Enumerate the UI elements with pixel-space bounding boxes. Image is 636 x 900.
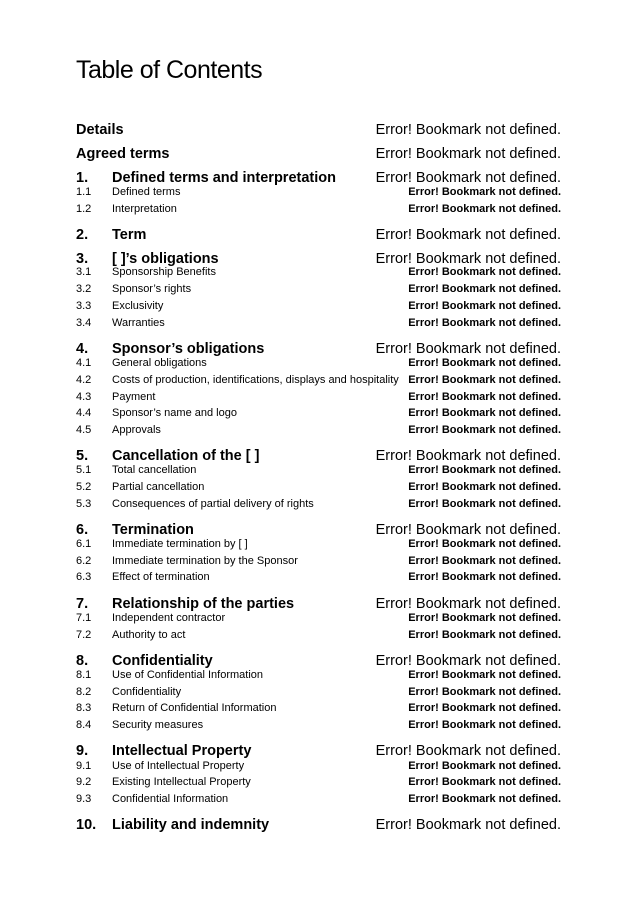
toc-entry-number: 6.3 [76, 571, 92, 583]
toc-entry-number: 4.3 [76, 391, 92, 403]
toc-entry-page-ref: Error! Bookmark not defined. [408, 760, 561, 772]
toc-entry-label: Details [76, 122, 124, 138]
toc-entry-number: 6.2 [76, 555, 92, 567]
toc-entry[interactable] [76, 186, 561, 198]
toc-entry-number: 4. [76, 341, 89, 357]
toc-entry-number: 3.3 [76, 300, 92, 312]
toc-entry[interactable] [76, 203, 561, 215]
toc-entry[interactable] [76, 743, 561, 759]
toc-entry-label: Immediate termination by the Sponsor [112, 555, 298, 567]
toc-entry[interactable] [76, 669, 561, 681]
toc-entry[interactable] [76, 283, 561, 295]
toc-entry-number: 2. [76, 227, 89, 243]
toc-entry[interactable] [76, 538, 561, 550]
toc-entry-label: Authority to act [112, 629, 186, 641]
toc-entry[interactable] [76, 817, 561, 833]
toc-entry-page-ref: Error! Bookmark not defined. [375, 522, 561, 538]
toc-entry-page-ref: Error! Bookmark not defined. [375, 817, 561, 833]
toc-entry-label: Return of Confidential Information [112, 702, 277, 714]
toc-entry-number: 8.1 [76, 669, 92, 681]
toc-entry-label: Effect of termination [112, 571, 210, 583]
toc-entry-label: Exclusivity [112, 300, 164, 312]
toc-entry-number: 3.4 [76, 317, 92, 329]
toc-entry[interactable] [76, 170, 561, 186]
toc-entry-page-ref: Error! Bookmark not defined. [408, 686, 561, 698]
toc-entry-label: Sponsor’s rights [112, 283, 192, 295]
toc-entry[interactable] [76, 357, 561, 369]
toc-entry-page-ref: Error! Bookmark not defined. [375, 170, 561, 186]
toc-entry-number: 3.2 [76, 283, 92, 295]
toc-entry-number: 8.4 [76, 719, 92, 731]
toc-entry[interactable] [76, 227, 561, 243]
toc-entry-page-ref: Error! Bookmark not defined. [375, 146, 561, 162]
toc-entry-number: 9. [76, 743, 89, 759]
toc-entry-label: Consequences of partial delivery of rights [112, 498, 314, 510]
toc-entry-label: Warranties [112, 317, 165, 329]
toc-entry-label: Liability and indemnity [112, 817, 270, 833]
toc-entry-page-ref: Error! Bookmark not defined. [408, 407, 561, 419]
toc-entry-page-ref: Error! Bookmark not defined. [408, 776, 561, 788]
toc-entry-label: Defined terms [112, 186, 181, 198]
toc-entry-number: 7.1 [76, 612, 92, 624]
toc-entry-page-ref: Error! Bookmark not defined. [408, 498, 561, 510]
toc-entry[interactable] [76, 391, 561, 403]
toc-entry-label: Confidentiality [112, 653, 213, 669]
toc-entry-label: Confidentiality [112, 686, 182, 698]
toc-entry[interactable] [76, 612, 561, 624]
toc-entry-label: Partial cancellation [112, 481, 205, 493]
toc-entry-page-ref: Error! Bookmark not defined. [375, 448, 561, 464]
toc-entry-label: Total cancellation [112, 464, 197, 476]
toc-entry[interactable] [76, 146, 561, 162]
toc-entry[interactable] [76, 374, 561, 386]
toc-entry-page-ref: Error! Bookmark not defined. [408, 538, 561, 550]
toc-entry-page-ref: Error! Bookmark not defined. [375, 341, 561, 357]
toc-entry-label: Interpretation [112, 203, 177, 215]
toc-entry-number: 10. [76, 817, 97, 833]
toc-entry-label: Cancellation of the [ ] [112, 448, 260, 464]
toc-entry-label: Use of Confidential Information [112, 669, 264, 681]
toc-entry[interactable] [76, 251, 561, 267]
toc-entry-page-ref: Error! Bookmark not defined. [408, 317, 561, 329]
toc-entry-label: Termination [112, 522, 194, 538]
toc-entry-page-ref: Error! Bookmark not defined. [408, 357, 561, 369]
toc-entry[interactable] [76, 407, 561, 419]
toc-entry-number: 1. [76, 170, 89, 186]
toc-entry[interactable] [76, 448, 561, 464]
toc-entry-label: [ ]’s obligations [112, 251, 219, 267]
toc-entry-page-ref: Error! Bookmark not defined. [408, 793, 561, 805]
toc-entry-page-ref: Error! Bookmark not defined. [408, 300, 561, 312]
toc-entry-number: 7. [76, 596, 89, 612]
toc-entry-label: Intellectual Property [112, 743, 252, 759]
toc-entry-number: 8.3 [76, 702, 92, 714]
toc-entry-page-ref: Error! Bookmark not defined. [375, 227, 561, 243]
toc-entry[interactable] [76, 793, 561, 805]
toc-entry-page-ref: Error! Bookmark not defined. [408, 629, 561, 641]
toc-entry-label: Immediate termination by [ ] [112, 538, 248, 550]
toc-entry-number: 3. [76, 251, 89, 267]
toc-entry[interactable] [76, 686, 561, 698]
toc-entry-label: Existing Intellectual Property [112, 776, 251, 788]
page-title: Table of Contents [76, 56, 263, 84]
toc-entry[interactable] [76, 266, 561, 278]
toc-entry-label: Security measures [112, 719, 204, 731]
toc-entry-number: 3.1 [76, 266, 92, 278]
toc-entry-page-ref: Error! Bookmark not defined. [408, 391, 561, 403]
toc-entry[interactable] [76, 498, 561, 510]
toc-entry-number: 4.1 [76, 357, 92, 369]
toc-entry-number: 5.2 [76, 481, 92, 493]
toc-entry-page-ref: Error! Bookmark not defined. [408, 283, 561, 295]
toc-entry-label: Sponsorship Benefits [112, 266, 216, 278]
toc-entry[interactable] [76, 653, 561, 669]
toc-entry-page-ref: Error! Bookmark not defined. [375, 596, 561, 612]
toc-entry-number: 6.1 [76, 538, 92, 550]
toc-entry-label: Agreed terms [76, 146, 170, 162]
toc-entry-number: 8.2 [76, 686, 92, 698]
toc-entry[interactable] [76, 760, 561, 772]
toc-entry-page-ref: Error! Bookmark not defined. [408, 702, 561, 714]
toc-entry-page-ref: Error! Bookmark not defined. [375, 122, 561, 138]
toc-entry-label: Use of Intellectual Property [112, 760, 245, 772]
toc-entry-number: 6. [76, 522, 89, 538]
toc-entry-label: Payment [112, 391, 156, 403]
toc-entry-number: 8. [76, 653, 89, 669]
toc-entry-number: 1.2 [76, 203, 92, 215]
toc-entry-number: 4.4 [76, 407, 92, 419]
toc-entry[interactable] [76, 719, 561, 731]
toc-entry-page-ref: Error! Bookmark not defined. [408, 266, 561, 278]
toc-entry-number: 9.1 [76, 760, 92, 772]
toc-entry[interactable] [76, 341, 561, 357]
toc-entry[interactable] [76, 317, 561, 329]
toc-entry-page-ref: Error! Bookmark not defined. [408, 424, 561, 436]
toc-entry-number: 1.1 [76, 186, 92, 198]
toc-entry[interactable] [76, 122, 561, 138]
toc-entry[interactable] [76, 596, 561, 612]
toc-entry-page-ref: Error! Bookmark not defined. [408, 203, 561, 215]
toc-entry-label: General obligations [112, 357, 207, 369]
toc-entry-label: Sponsor’s name and logo [112, 407, 237, 419]
toc-entry-page-ref: Error! Bookmark not defined. [408, 481, 561, 493]
toc-entry-label: Term [112, 227, 147, 243]
toc-entry[interactable] [76, 424, 561, 436]
toc-entry-page-ref: Error! Bookmark not defined. [408, 464, 561, 476]
toc-entry-number: 4.5 [76, 424, 92, 436]
toc-entry-label: Independent contractor [112, 612, 226, 624]
toc-entry-label: Defined terms and interpretation [112, 170, 336, 186]
toc-entry[interactable] [76, 481, 561, 493]
toc-entry-number: 5.3 [76, 498, 92, 510]
toc-entry-number: 4.2 [76, 374, 92, 386]
toc-entry-page-ref: Error! Bookmark not defined. [408, 374, 561, 386]
toc-entry-page-ref: Error! Bookmark not defined. [408, 186, 561, 198]
toc-entry-number: 9.2 [76, 776, 92, 788]
toc-entry-label: Costs of production, identifications, displays and hospitality [112, 374, 399, 386]
toc-entry-number: 7.2 [76, 629, 92, 641]
toc-entry[interactable] [76, 571, 561, 583]
toc-entry-number: 5.1 [76, 464, 92, 476]
toc-entry[interactable] [76, 702, 561, 714]
toc-entry-number: 9.3 [76, 793, 92, 805]
toc-entry-page-ref: Error! Bookmark not defined. [408, 719, 561, 731]
toc-entry-page-ref: Error! Bookmark not defined. [408, 555, 561, 567]
toc-entry-number: 5. [76, 448, 89, 464]
toc-entry-page-ref: Error! Bookmark not defined. [408, 571, 561, 583]
toc-entry-page-ref: Error! Bookmark not defined. [375, 653, 561, 669]
toc-entry[interactable] [76, 629, 561, 641]
toc-entry-label: Sponsor’s obligations [112, 341, 265, 357]
toc-entry-page-ref: Error! Bookmark not defined. [408, 669, 561, 681]
toc-entry-page-ref: Error! Bookmark not defined. [375, 251, 561, 267]
toc-entry-label: Confidential Information [112, 793, 229, 805]
toc-entry-page-ref: Error! Bookmark not defined. [408, 612, 561, 624]
toc-entry[interactable] [76, 464, 561, 476]
toc-entry-page-ref: Error! Bookmark not defined. [375, 743, 561, 759]
toc-entry-label: Relationship of the parties [112, 596, 295, 612]
toc-entry-label: Approvals [112, 424, 161, 436]
toc-entry[interactable] [76, 555, 561, 567]
toc-entry[interactable] [76, 776, 561, 788]
toc-entry[interactable] [76, 522, 561, 538]
toc-entry[interactable] [76, 300, 561, 312]
